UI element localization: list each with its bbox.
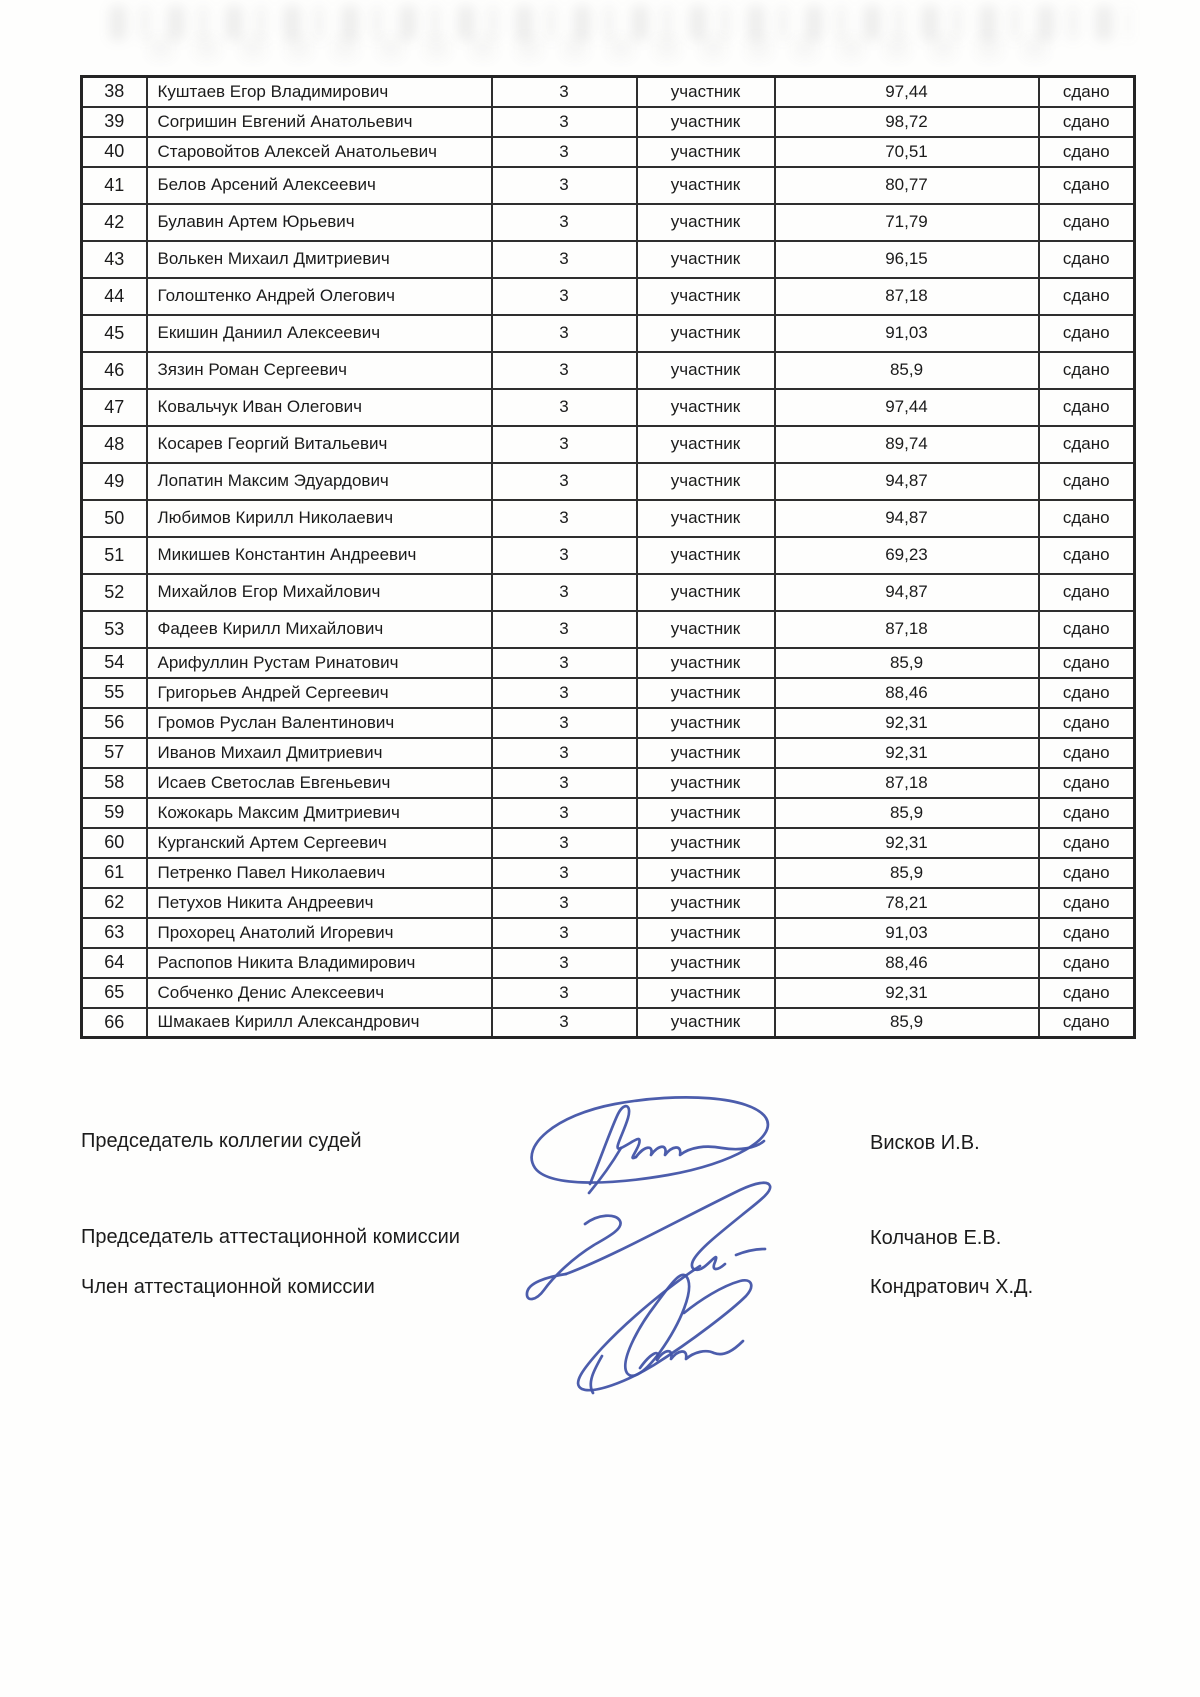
cell-number: 58 [82,768,147,798]
cell-result: сдано [1039,978,1135,1008]
cell-category: 3 [492,278,637,315]
cell-name: Волькен Михаил Дмитриевич [147,241,492,278]
cell-result: сдано [1039,888,1135,918]
cell-role: участник [637,948,775,978]
cell-category: 3 [492,204,637,241]
cell-category: 3 [492,611,637,648]
cell-name: Григорьев Андрей Сергеевич [147,678,492,708]
table-row [82,798,1135,828]
cell-role: участник [637,678,775,708]
cell-result: сдано [1039,708,1135,738]
cell-category: 3 [492,574,637,611]
cell-number: 46 [82,352,147,389]
cell-role: участник [637,107,775,137]
cell-name: Петренко Павел Николаевич [147,858,492,888]
cell-number: 43 [82,241,147,278]
cell-category: 3 [492,137,637,167]
cell-category: 3 [492,738,637,768]
table-row [82,463,1135,500]
cell-role: участник [637,858,775,888]
cell-number: 59 [82,798,147,828]
cell-number: 41 [82,167,147,204]
cell-score: 92,31 [775,738,1039,768]
cell-role: участник [637,611,775,648]
cell-number: 39 [82,107,147,137]
table-row [82,948,1135,978]
scan-ghost-artifact [110,6,1130,40]
signatory-name-kolchanov: Колчанов Е.В. [870,1227,1002,1249]
cell-score: 70,51 [775,137,1039,167]
cell-score: 91,03 [775,315,1039,352]
table-row [82,352,1135,389]
cell-role: участник [637,828,775,858]
signatory-name-kondratovich: Кондратович Х.Д. [870,1276,1034,1298]
cell-score: 69,23 [775,537,1039,574]
cell-score: 97,44 [775,389,1039,426]
cell-score: 87,18 [775,278,1039,315]
cell-category: 3 [492,948,637,978]
cell-role: участник [637,918,775,948]
cell-result: сдано [1039,678,1135,708]
cell-role: участник [637,574,775,611]
cell-name: Екишин Даниил Алексеевич [147,315,492,352]
cell-role: участник [637,768,775,798]
cell-role: участник [637,241,775,278]
cell-name: Петухов Никита Андреевич [147,888,492,918]
cell-name: Арифуллин Рустам Ринатович [147,648,492,678]
cell-result: сдано [1039,167,1135,204]
cell-number: 66 [82,1008,147,1038]
cell-role: участник [637,137,775,167]
cell-category: 3 [492,500,637,537]
table-row [82,241,1135,278]
cell-category: 3 [492,537,637,574]
cell-result: сдано [1039,463,1135,500]
cell-name: Распопов Никита Владимирович [147,948,492,978]
cell-number: 51 [82,537,147,574]
table-row [82,537,1135,574]
cell-result: сдано [1039,137,1135,167]
cell-result: сдано [1039,918,1135,948]
cell-result: сдано [1039,77,1135,107]
table-row [82,828,1135,858]
cell-score: 96,15 [775,241,1039,278]
cell-role: участник [637,204,775,241]
table-row [82,204,1135,241]
cell-score: 97,44 [775,77,1039,107]
table-row [82,500,1135,537]
cell-number: 63 [82,918,147,948]
cell-score: 98,72 [775,107,1039,137]
cell-number: 38 [82,77,147,107]
cell-name: Любимов Кирилл Николаевич [147,500,492,537]
cell-score: 71,79 [775,204,1039,241]
cell-name: Кожокарь Максим Дмитриевич [147,798,492,828]
cell-score: 92,31 [775,708,1039,738]
cell-category: 3 [492,352,637,389]
table-row [82,167,1135,204]
cell-name: Старовойтов Алексей Анатольевич [147,137,492,167]
cell-number: 53 [82,611,147,648]
table-row [82,708,1135,738]
cell-name: Собченко Денис Алексеевич [147,978,492,1008]
cell-name: Булавин Артем Юрьевич [147,204,492,241]
cell-number: 61 [82,858,147,888]
table-row [82,738,1135,768]
cell-category: 3 [492,315,637,352]
cell-number: 60 [82,828,147,858]
cell-role: участник [637,426,775,463]
cell-result: сдано [1039,828,1135,858]
signatory-title-judges-chair: Председатель коллегии судей [81,1130,362,1152]
table-row [82,278,1135,315]
cell-result: сдано [1039,948,1135,978]
table-row [82,389,1135,426]
cell-result: сдано [1039,1008,1135,1038]
signature-viskov-icon [532,1097,768,1193]
cell-name: Голоштенко Андрей Олегович [147,278,492,315]
cell-role: участник [637,463,775,500]
cell-number: 65 [82,978,147,1008]
cell-category: 3 [492,463,637,500]
signatory-name-viskov: Висков И.В. [870,1132,980,1154]
table-row [82,678,1135,708]
cell-name: Прохорец Анатолий Игоревич [147,918,492,948]
cell-result: сдано [1039,389,1135,426]
cell-role: участник [637,500,775,537]
cell-category: 3 [492,918,637,948]
cell-category: 3 [492,768,637,798]
cell-name: Курганский Артем Сергеевич [147,828,492,858]
cell-score: 91,03 [775,918,1039,948]
table-row [82,888,1135,918]
cell-category: 3 [492,167,637,204]
cell-role: участник [637,738,775,768]
cell-name: Михайлов Егор Михайлович [147,574,492,611]
cell-result: сдано [1039,858,1135,888]
table-row [82,978,1135,1008]
cell-category: 3 [492,858,637,888]
cell-result: сдано [1039,537,1135,574]
cell-category: 3 [492,708,637,738]
cell-score: 94,87 [775,500,1039,537]
cell-number: 55 [82,678,147,708]
cell-score: 87,18 [775,768,1039,798]
cell-number: 42 [82,204,147,241]
cell-number: 50 [82,500,147,537]
table-row [82,137,1135,167]
cell-number: 47 [82,389,147,426]
cell-score: 92,31 [775,978,1039,1008]
cell-category: 3 [492,648,637,678]
cell-number: 44 [82,278,147,315]
cell-score: 80,77 [775,167,1039,204]
cell-role: участник [637,798,775,828]
cell-name: Иванов Михаил Дмитриевич [147,738,492,768]
cell-category: 3 [492,678,637,708]
table-row [82,858,1135,888]
cell-number: 57 [82,738,147,768]
cell-category: 3 [492,888,637,918]
cell-result: сдано [1039,798,1135,828]
cell-name: Лопатин Максим Эдуардович [147,463,492,500]
cell-name: Куштаев Егор Владимирович [147,77,492,107]
table-row [82,611,1135,648]
table-row [82,77,1135,107]
cell-name: Согришин Евгений Анатольевич [147,107,492,137]
cell-role: участник [637,77,775,107]
table-row [82,768,1135,798]
cell-result: сдано [1039,500,1135,537]
cell-category: 3 [492,241,637,278]
cell-name: Ковальчук Иван Олегович [147,389,492,426]
signatory-title-attestation-member: Член аттестационной комиссии [81,1276,375,1298]
cell-result: сдано [1039,768,1135,798]
cell-category: 3 [492,107,637,137]
cell-name: Фадеев Кирилл Михайлович [147,611,492,648]
cell-role: участник [637,537,775,574]
cell-name: Зязин Роман Сергеевич [147,352,492,389]
cell-number: 48 [82,426,147,463]
cell-result: сдано [1039,315,1135,352]
cell-name: Микишев Константин Андреевич [147,537,492,574]
cell-result: сдано [1039,611,1135,648]
cell-number: 62 [82,888,147,918]
cell-role: участник [637,888,775,918]
table-row [82,1008,1135,1038]
cell-role: участник [637,352,775,389]
cell-category: 3 [492,77,637,107]
cell-role: участник [637,1008,775,1038]
table-row [82,648,1135,678]
results-table-body [82,77,1135,1038]
table-row [82,315,1135,352]
cell-number: 45 [82,315,147,352]
cell-result: сдано [1039,352,1135,389]
cell-category: 3 [492,828,637,858]
cell-category: 3 [492,978,637,1008]
cell-result: сдано [1039,738,1135,768]
cell-category: 3 [492,1008,637,1038]
cell-category: 3 [492,798,637,828]
cell-result: сдано [1039,204,1135,241]
cell-score: 85,9 [775,648,1039,678]
cell-role: участник [637,278,775,315]
signature-kondratovich-icon [578,1266,751,1393]
cell-role: участник [637,315,775,352]
table-row [82,107,1135,137]
table-row [82,918,1135,948]
cell-number: 52 [82,574,147,611]
cell-result: сдано [1039,241,1135,278]
cell-number: 40 [82,137,147,167]
cell-role: участник [637,708,775,738]
cell-score: 85,9 [775,798,1039,828]
cell-role: участник [637,389,775,426]
cell-name: Исаев Светослав Евгеньевич [147,768,492,798]
cell-score: 94,87 [775,574,1039,611]
cell-score: 89,74 [775,426,1039,463]
cell-number: 49 [82,463,147,500]
cell-role: участник [637,167,775,204]
cell-result: сдано [1039,107,1135,137]
scan-ghost-artifact [150,38,1050,58]
cell-number: 64 [82,948,147,978]
cell-score: 92,31 [775,828,1039,858]
cell-role: участник [637,648,775,678]
cell-name: Косарев Георгий Витальевич [147,426,492,463]
cell-score: 85,9 [775,858,1039,888]
cell-result: сдано [1039,648,1135,678]
cell-name: Шмакаев Кирилл Александрович [147,1008,492,1038]
cell-category: 3 [492,389,637,426]
cell-category: 3 [492,426,637,463]
table-row [82,574,1135,611]
cell-score: 85,9 [775,1008,1039,1038]
cell-score: 88,46 [775,948,1039,978]
results-table [80,75,1136,1039]
cell-number: 54 [82,648,147,678]
signatory-title-attestation-chair: Председатель аттестационной комиссии [81,1226,460,1248]
table-row [82,426,1135,463]
cell-score: 94,87 [775,463,1039,500]
cell-score: 88,46 [775,678,1039,708]
cell-name: Громов Руслан Валентинович [147,708,492,738]
cell-result: сдано [1039,426,1135,463]
cell-score: 78,21 [775,888,1039,918]
cell-score: 87,18 [775,611,1039,648]
cell-role: участник [637,978,775,1008]
cell-result: сдано [1039,278,1135,315]
cell-score: 85,9 [775,352,1039,389]
cell-number: 56 [82,708,147,738]
cell-result: сдано [1039,574,1135,611]
handwritten-signatures [480,1060,810,1400]
cell-name: Белов Арсений Алексеевич [147,167,492,204]
